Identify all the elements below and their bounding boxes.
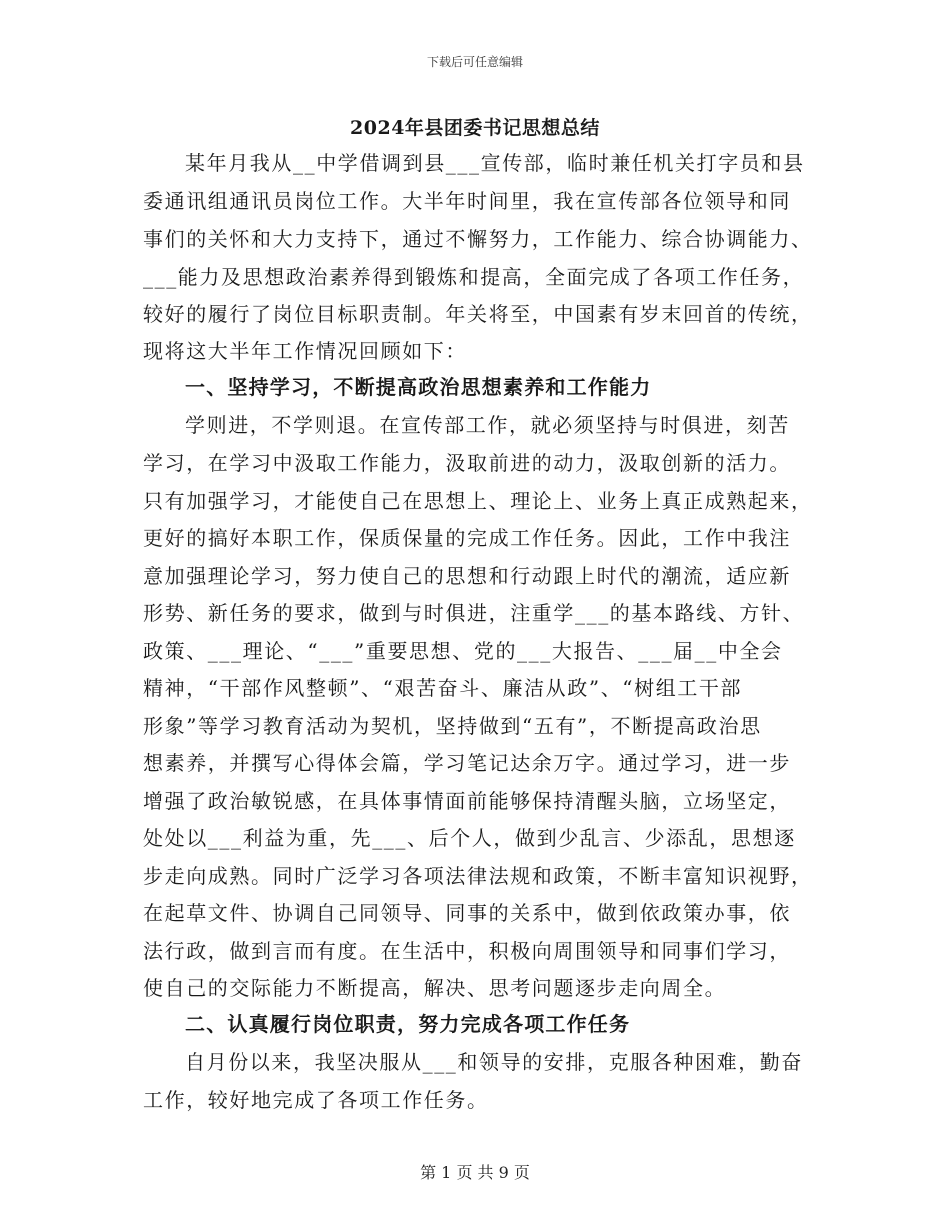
paragraph-line: 法行政，做到言而有度。在生活中，积极向周围领导和同事们学习，: [143, 939, 791, 963]
paragraph-line: 步走向成熟。同时广泛学习各项法律法规和政策，不断丰富知识视野，: [143, 864, 813, 888]
paragraph-line: 更好的搞好本职工作，保质保量的完成工作任务。因此，工作中我注: [143, 526, 791, 550]
paragraph-line: 增强了政治敏锐感，在具体事情面前能够保持清醒头脑，立场坚定，: [143, 789, 791, 813]
paragraph-line: 学则进，不学则退。在宣传部工作，就必须坚持与时俱进，刻苦: [185, 413, 790, 437]
paragraph-line: 想素养，并撰写心得体会篇，学习笔记达余万字。通过学习，进一步: [143, 751, 791, 775]
paragraph-line: 政策、___理论、“___”重要思想、党的___大报告、___届__中全会: [143, 639, 783, 663]
paragraph-line: 某年月我从__中学借调到县___宣传部，临时兼任机关打字员和县: [185, 151, 805, 175]
paragraph-line: ___能力及思想政治素养得到锻炼和提高，全面完成了各项工作任务，: [143, 265, 805, 289]
paragraph-line: 工作，较好地完成了各项工作任务。: [143, 1088, 489, 1112]
paragraph-line: 学习，在学习中汲取工作能力，汲取前进的动力，汲取创新的活力。: [143, 451, 791, 475]
paragraph-line: 较好的履行了岗位目标职责制。年关将至，中国素有岁末回首的传统，: [143, 302, 813, 326]
document-title: 2024年县团委书记思想总结: [350, 117, 600, 139]
paragraph-line: 现将这大半年工作情况回顾如下：: [143, 339, 467, 363]
paragraph-line: 意加强理论学习，努力使自己的思想和行动跟上时代的潮流，适应新: [143, 564, 791, 588]
paragraph-line: 形势、新任务的要求，做到与时俱进，注重学___的基本路线、方针、: [143, 601, 805, 625]
paragraph-line: 委通讯组通讯员岗位工作。大半年时间里，我在宣传部各位领导和同: [143, 189, 791, 213]
paragraph-line: 只有加强学习，才能使自己在思想上、理论上、业务上真正成熟起来，: [143, 489, 813, 513]
paragraph-line: 自月份以来，我坚决服从___和领导的安排，克服各种困难，勤奋: [185, 1050, 803, 1074]
paragraph-line: 处处以___利益为重，先___、后个人，做到少乱言、少添乱，思想逐: [143, 826, 796, 850]
paragraph-line: 事们的关怀和大力支持下，通过不懈努力，工作能力、综合协调能力、: [143, 227, 813, 251]
page-footer: 第 1 页 共 9 页: [420, 1163, 530, 1182]
section-heading: 一、坚持学习，不断提高政治思想素养和工作能力: [185, 375, 652, 399]
paragraph-line: 形象”等学习教育活动为契机，坚持做到“五有”，不断提高政治思: [143, 714, 762, 738]
paragraph-line: 在起草文件、协调自己同领导、同事的关系中，做到依政策办事，依: [143, 901, 791, 925]
paragraph-line: 精神，“干部作风整顿”、“艰苦奋斗、廉洁从政”、“树组工干部: [143, 676, 743, 700]
paragraph-line: 使自己的交际能力不断提高，解决、思考问题逐步走向周全。: [143, 976, 727, 1000]
section-heading: 二、认真履行岗位职责，努力完成各项工作任务: [185, 1012, 631, 1036]
header-note: 下载后可任意编辑: [426, 55, 523, 69]
